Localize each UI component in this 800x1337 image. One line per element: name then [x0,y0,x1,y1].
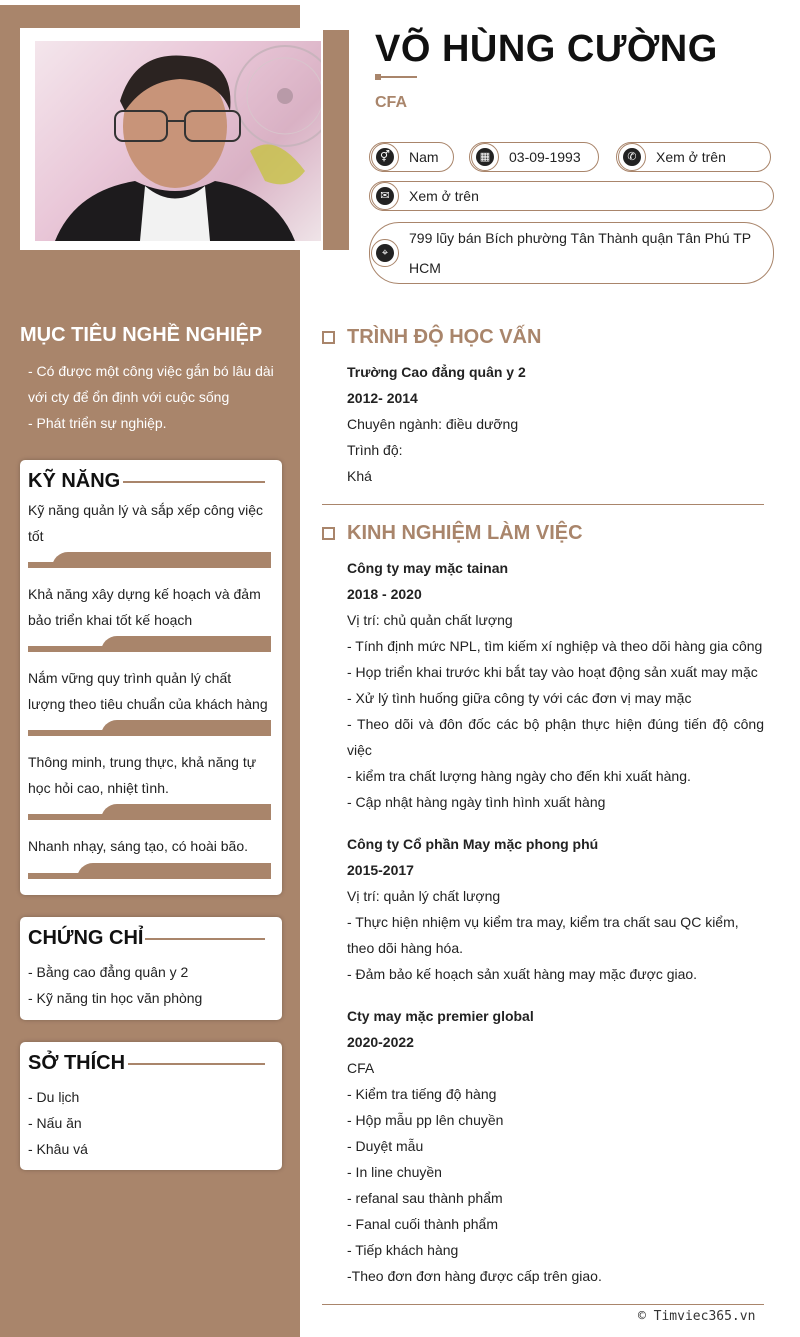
experience-heading-text: KINH NGHIỆM LÀM VIỆC [347,522,583,544]
location-pin-icon: ⌖ [376,244,394,262]
job-line: - kiểm tra chất lượng hàng ngày cho đến khi xuất hàng. [347,768,691,784]
gender-icon: ⚥ [376,148,394,166]
education-level-label: Trình độ: [347,442,403,458]
phone-icon: ✆ [623,148,641,166]
job-line: CFA [347,1060,375,1076]
company-name: Công ty may mặc tainan [347,560,509,576]
candidate-name: VÕ HÙNG CƯỜNG [375,28,718,70]
certificates-heading: CHỨNG CHỈ [28,927,144,949]
job-line: - Xử lý tình huống giữa công ty với các đơn vị may mặc [347,690,692,706]
job-line: - Duyệt mẫu [347,1138,424,1154]
education-heading [322,326,541,349]
job-period: 2015-2017 [347,862,414,878]
phone-pill [616,142,771,172]
objective-heading: MỤC TIÊU NGHỀ NGHIỆP [20,324,263,346]
birthday-pill [469,142,599,172]
job-line: - Kiểm tra tiếng độ hàng [347,1086,497,1102]
hobbies-heading-line [128,1063,265,1065]
job-line: - Họp triển khai trước khi bắt tay vào hoạt động sản xuất may mặc [347,664,758,680]
section-square-icon [322,331,335,344]
skills-heading: KỸ NĂNG [28,470,121,492]
experience-heading [322,522,583,545]
education-block [347,359,764,489]
objective-line: - Phát triển sự nghiệp. [28,415,167,431]
hobby-item: - Du lịch [28,1089,80,1105]
job-line: - Thực hiện nhiệm vụ kiểm tra may, kiểm tra chất sau QC kiểm, theo dõi hàng hóa. [347,914,739,956]
hobbies-card [20,1042,282,1170]
job-period: 2018 - 2020 [347,586,422,602]
hobbies-heading: SỞ THÍCH [28,1052,126,1074]
job-line: - Tính định mức NPL, tìm kiếm xí nghiệp và theo dõi hàng gia công [347,638,763,654]
hobby-item: - Nấu ăn [28,1115,82,1131]
company-name: Công ty Cổ phần May mặc phong phú [347,836,599,852]
photo-accent-bar [323,30,349,250]
job-period: 2020-2022 [347,1034,414,1050]
certificates-card [20,917,282,1020]
phone-value: Xem ở trên [656,149,726,165]
certificate-item: - Bằng cao đẳng quân y 2 [28,964,189,980]
skill-level-bar [28,552,271,568]
skills-card [20,460,282,895]
job-line: - Tiếp khách hàng [347,1242,459,1258]
skill-level-bar [28,720,271,736]
job-entry [347,831,764,987]
skill-level-bar [28,636,271,652]
avatar-photo [35,41,321,241]
footer-credit: © Timviec365.vn [638,1309,756,1324]
job-line: -Theo đơn đơn hàng được cấp trên giao. [347,1268,602,1284]
objective-text [28,358,283,436]
section-divider [322,504,764,505]
hobby-item: - Khâu vá [28,1141,88,1157]
job-title: CFA [375,94,407,111]
mail-icon: ✉ [376,187,394,205]
birthday-value: 03-09-1993 [509,149,581,165]
section-divider [322,1304,764,1305]
job-line: Vị trí: quản lý chất lượng [347,888,501,904]
job-line: - Đảm bảo kế hoạch sản xuất hàng may mặc được giao. [347,966,698,982]
job-line: Vị trí: chủ quản chất lượng [347,612,513,628]
school-name: Trường Cao đẳng quân y 2 [347,364,526,380]
certificate-item: - Kỹ năng tin học văn phòng [28,990,203,1006]
education-level-value: Khá [347,468,372,484]
skill-item: Kỹ năng quản lý và sắp xếp công việc tốt [28,502,264,544]
section-square-icon [322,527,335,540]
job-line: - Fanal cuối thành phẩm [347,1216,498,1232]
certificates-heading-line [145,938,265,940]
job-line: - refanal sau thành phẩm [347,1190,503,1206]
company-name: Cty may mặc premier global [347,1008,534,1024]
skills-heading-line [123,481,265,483]
job-entry [347,1003,764,1289]
education-heading-text: TRÌNH ĐỘ HỌC VẤN [347,326,542,348]
address-pill [369,222,774,284]
gender-value: Nam [409,149,439,165]
photo-frame [20,28,323,250]
job-line: - Hộp mẫu pp lên chuyền [347,1112,504,1128]
skill-item: Khả năng xây dựng kế hoạch và đảm bảo triển khai tốt kế hoạch [28,586,261,628]
skill-level-bar [28,863,271,879]
job-line: - Theo dõi và đôn đốc các bộ phận thực hiện đúng tiến độ công việc [347,716,764,758]
job-line: - Cập nhật hàng ngày tình hình xuất hàng [347,794,606,810]
name-underline [375,76,417,78]
address-value: 799 lũy bán Bích phường Tân Thành quận Tân Phú TP HCM [409,230,751,276]
skill-level-bar [28,804,271,820]
job-line: - In line chuyền [347,1164,442,1180]
skill-item: Nắm vững quy trình quản lý chất lượng theo tiêu chuẩn của khách hàng [28,670,268,712]
email-pill [369,181,774,211]
email-value: Xem ở trên [409,188,479,204]
education-major: Chuyên ngành: điều dưỡng [347,416,519,432]
education-period: 2012- 2014 [347,390,418,406]
skill-item: Thông minh, trung thực, khả năng tự học hỏi cao, nhiệt tình. [28,754,257,796]
job-entry [347,555,764,815]
objective-line: - Có được một công việc gắn bó lâu dài với cty để ổn định với cuộc sống [28,363,274,405]
calendar-icon: ▦ [476,148,494,166]
skill-item: Nhanh nhạy, sáng tạo, có hoài bão. [28,838,249,854]
gender-pill [369,142,454,172]
